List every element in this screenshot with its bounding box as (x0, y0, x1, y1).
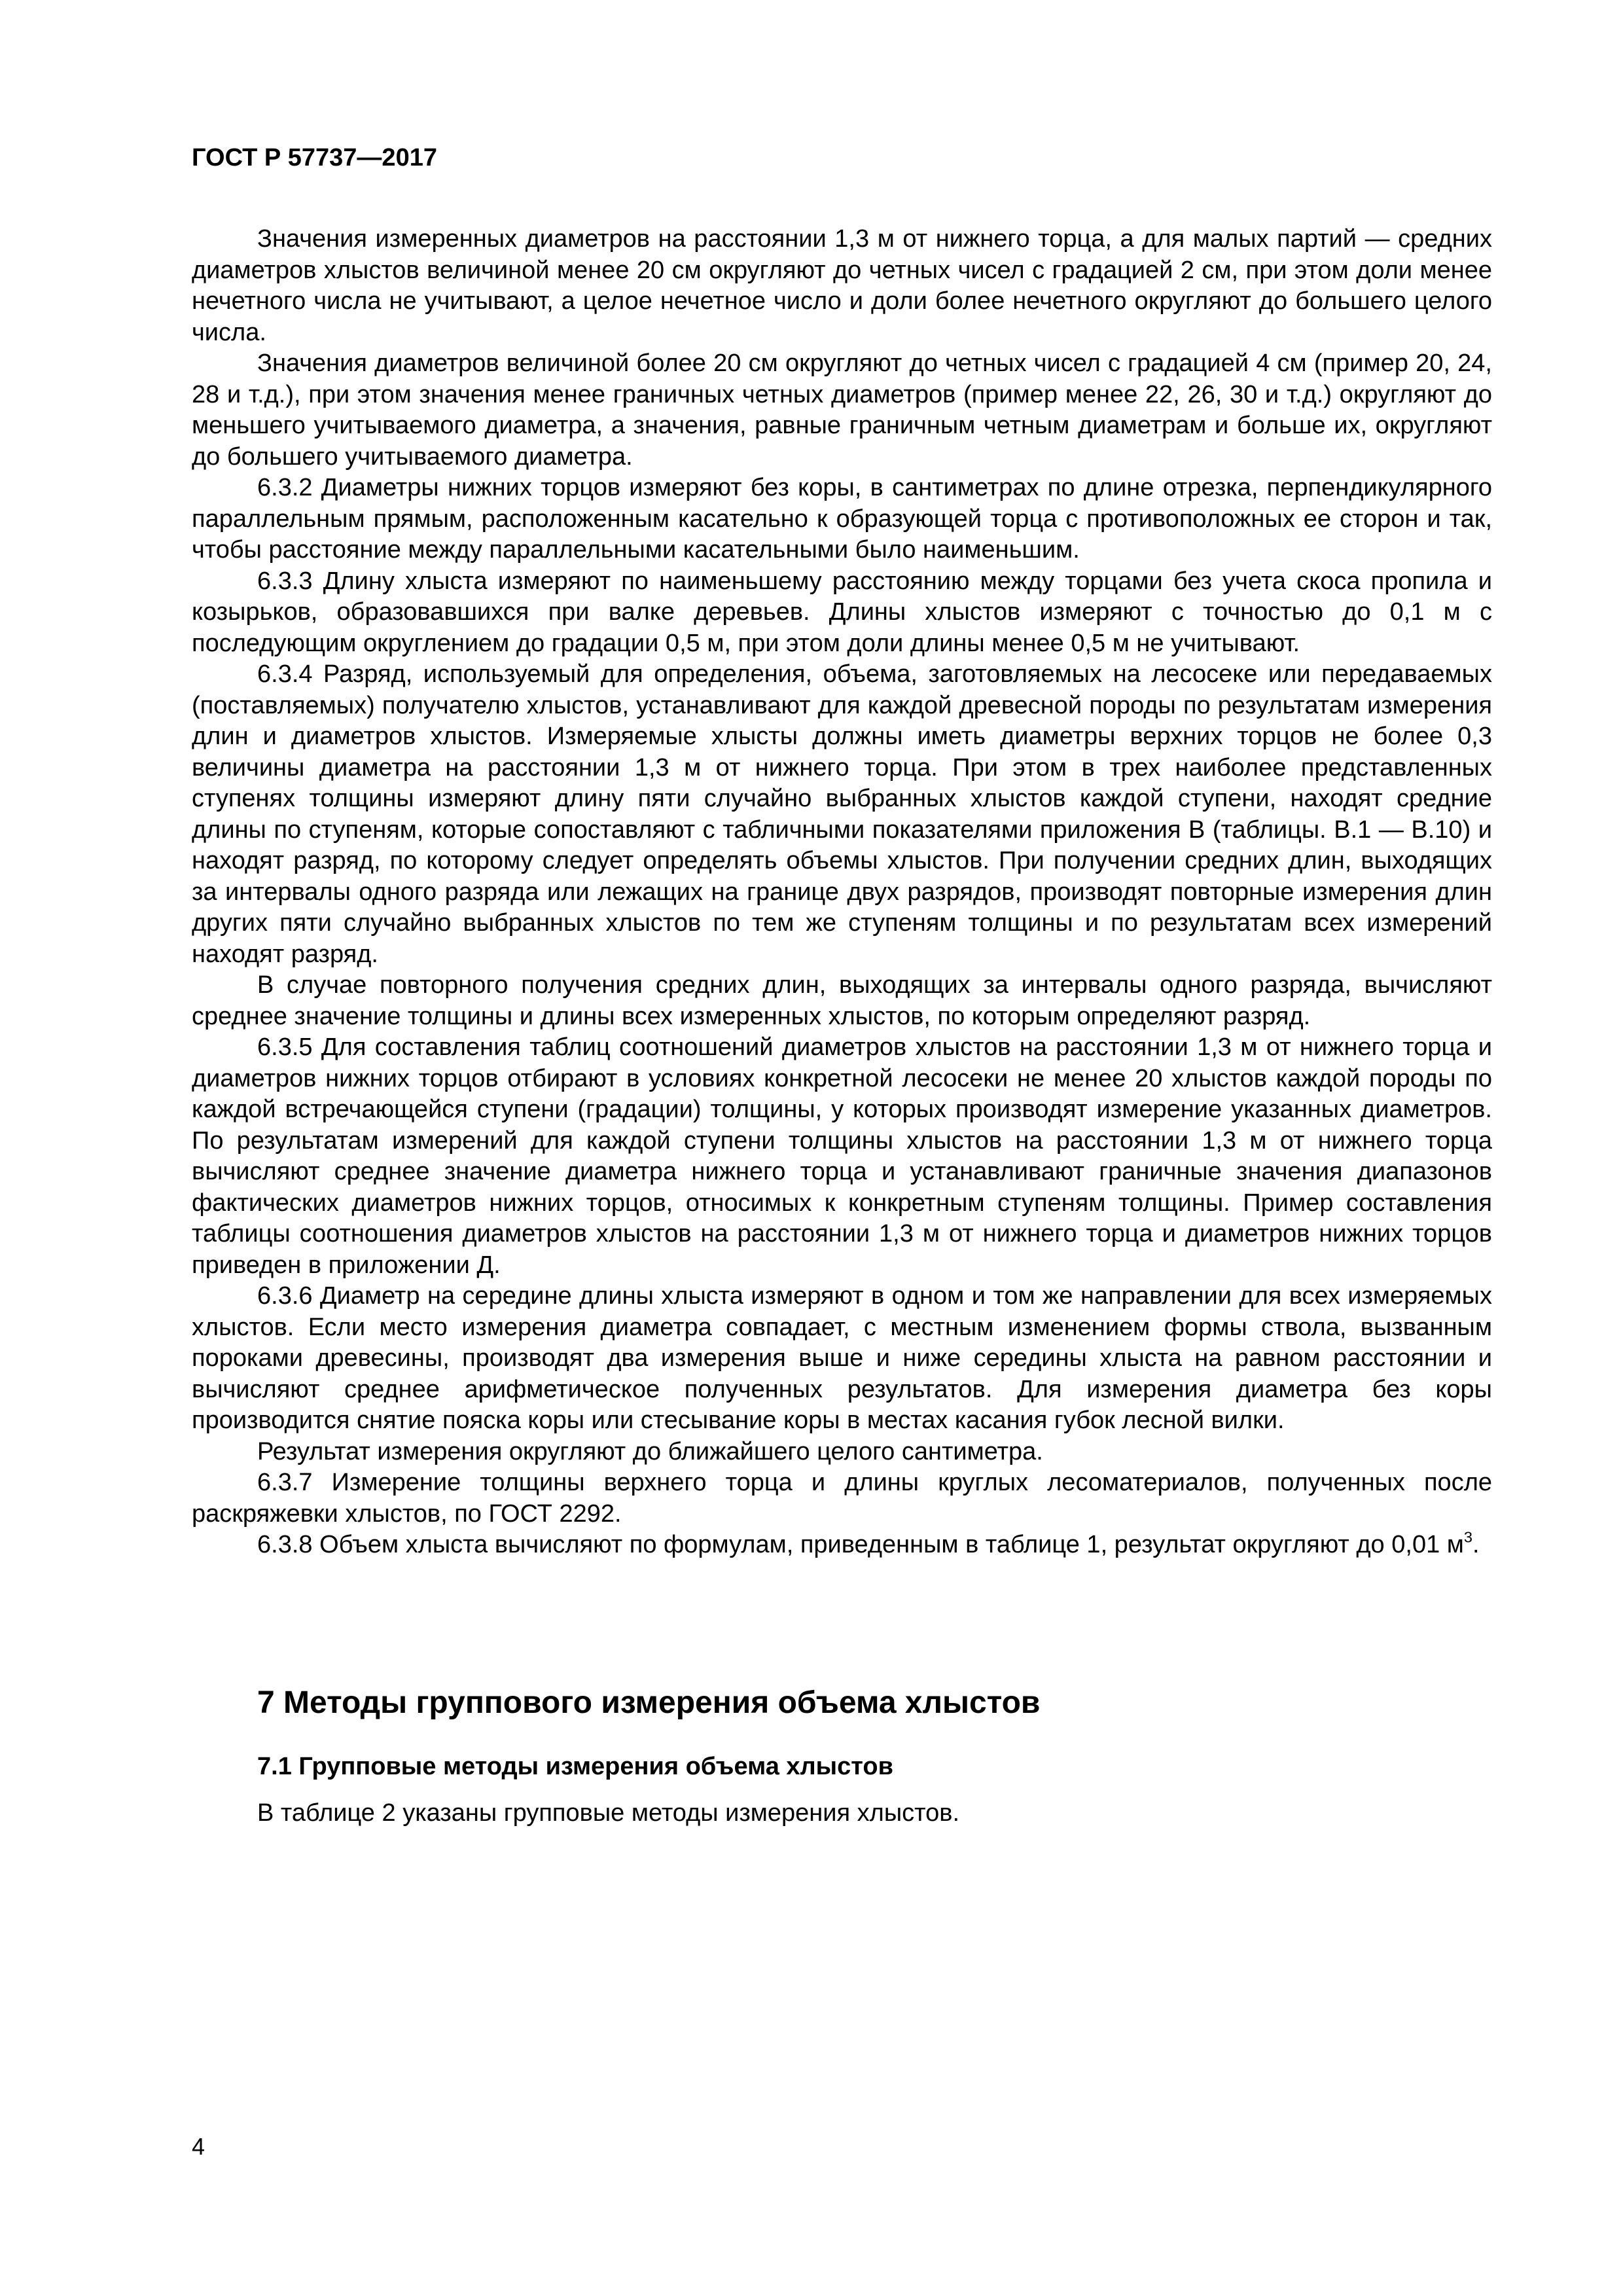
paragraph: 6.3.5 Для составления таблиц соотношений диаметров хлыстов на расстоянии 1,3 м от нижнего торца и диаметров нижних торцов отбирают в условиях конкретной лесосеки не менее 20 хлыстов каждой породы по каждой встречающейся ступени (градации) толщины, у которых производят измерение указанных диаметров. По результатам измерений для каждой ступени толщины хлыстов на расстоянии 1,3 м от нижнего торца вычисляют среднее значение диаметра нижнего торца и устанавливают граничные значения диапазонов фактических диаметров нижних торцов, относимых к конкретным ступеням толщины. Пример составления таблицы соотношения диаметров хлыстов на расстоянии 1,3 м от нижнего торца и диаметров нижних торцов приведен в приложении Д. (192, 1033, 1492, 1279)
paragraph: В случае повторного получения средних длин, выходящих за интервалы одного разряда, вычисляют среднее значение толщины и длины всех измеренных хлыстов, по которым определяют разряд. (192, 971, 1492, 1030)
paragraph: 6.3.7 Измерение толщины верхнего торца и длины круглых лесоматериалов, полученных после раскряжевки хлыстов, по ГОСТ 2292. (192, 1469, 1492, 1528)
paragraph: Результат измерения округляют до ближайшего целого сантиметра. (257, 1437, 1043, 1465)
paragraph: 6.3.2 Диаметры нижних торцов измеряют без коры, в сантиметрах по длине отрезка, перпендикулярного параллельным прямым, расположенным касательно к образующей торца с противоположных ее сторон и так, чтобы расстояние между параллельными касательными было наименьшим. (192, 474, 1492, 564)
section-text: В таблице 2 указаны групповые методы измерения хлыстов. (257, 1799, 959, 1827)
paragraph-suffix: . (1472, 1531, 1480, 1558)
paragraph-text: 6.3.8 Объем хлыста вычисляют по формулам, приведенным в таблице 1, результат округляют до 0,01 м (257, 1531, 1464, 1558)
subsection-title: 7.1 Групповые методы измерения объема хлыстов (257, 1753, 893, 1780)
section-title: 7 Методы группового измерения объема хлыстов (257, 1685, 1041, 1720)
paragraph-volume-formula (192, 1530, 1492, 1561)
body-text (192, 224, 1492, 1561)
paragraph: Значения диаметров величиной более 20 см округляют до четных чисел с градацией 4 см (пример 20, 24, 28 и т.д.), при этом значения менее граничных четных диаметров (пример менее 22, 26, 30 и т.д.) округляют до меньшего учитываемого диаметра, а значения, равные граничным четным диаметрам и больше их, округляют до большего учитываемого диаметра. (192, 350, 1492, 471)
paragraph: 6.3.3 Длину хлыста измеряют по наименьшему расстоянию между торцами без учета скоса пропила и козырьков, образовавшихся при валке деревьев. Длины хлыстов измеряют с точностью до 0,1 м с последующим округлением до градации 0,5 м, при этом доли длины менее 0,5 м не учитывают. (192, 567, 1492, 657)
page-number: 4 (192, 2133, 205, 2160)
paragraph: 6.3.6 Диаметр на середине длины хлыста измеряют в одном и том же направлении для всех измеряемых хлыстов. Если место измерения диаметра совпадает, с местным изменением формы ствола, вызванным пороками древесины, производят два измерения выше и ниже середины хлыста на равном расстоянии и вычисляют среднее арифметическое полученных результатов. Для измерения диаметра без коры производится снятие пояска коры или стесывание коры в местах касания губок лесной вилки. (192, 1282, 1492, 1434)
paragraph: Значения измеренных диаметров на расстоянии 1,3 м от нижнего торца, а для малых партий — средних диаметров хлыстов величиной менее 20 см округляют до четных чисел с градацией 2 см, при этом доли менее нечетного числа не учитывают, а целое нечетное число и доли более нечетного округляют до большего целого числа. (192, 225, 1492, 346)
paragraph: 6.3.4 Разряд, используемый для определения, объема, заготовляемых на лесосеке или передаваемых (поставляемых) получателю хлыстов, устанавливают для каждой древесной породы по результатам измерения длин и диаметров хлыстов. Измеряемые хлысты должны иметь диаметры верхних торцов не более 0,3 величины диаметра на расстоянии 1,3 м от нижнего торца. При этом в трех наиболее представленных ступенях толщины измеряют длину пяти случайно выбранных хлыстов каждой ступени, находят средние длины по ступеням, которые сопоставляют с табличными показателями приложения В (таблицы. В.1 — В.10) и находят разряд, по которому следует определять объемы хлыстов. При получении средних длин, выходящих за интервалы одного разряда или лежащих на границе двух разрядов, производят повторные измерения длин других пяти случайно выбранных хлыстов по тем же ступеням толщины и по результатам всех измерений находят разряд. (192, 660, 1492, 968)
document-header: ГОСТ Р 57737—2017 (192, 144, 437, 171)
superscript: 3 (1463, 1528, 1472, 1546)
